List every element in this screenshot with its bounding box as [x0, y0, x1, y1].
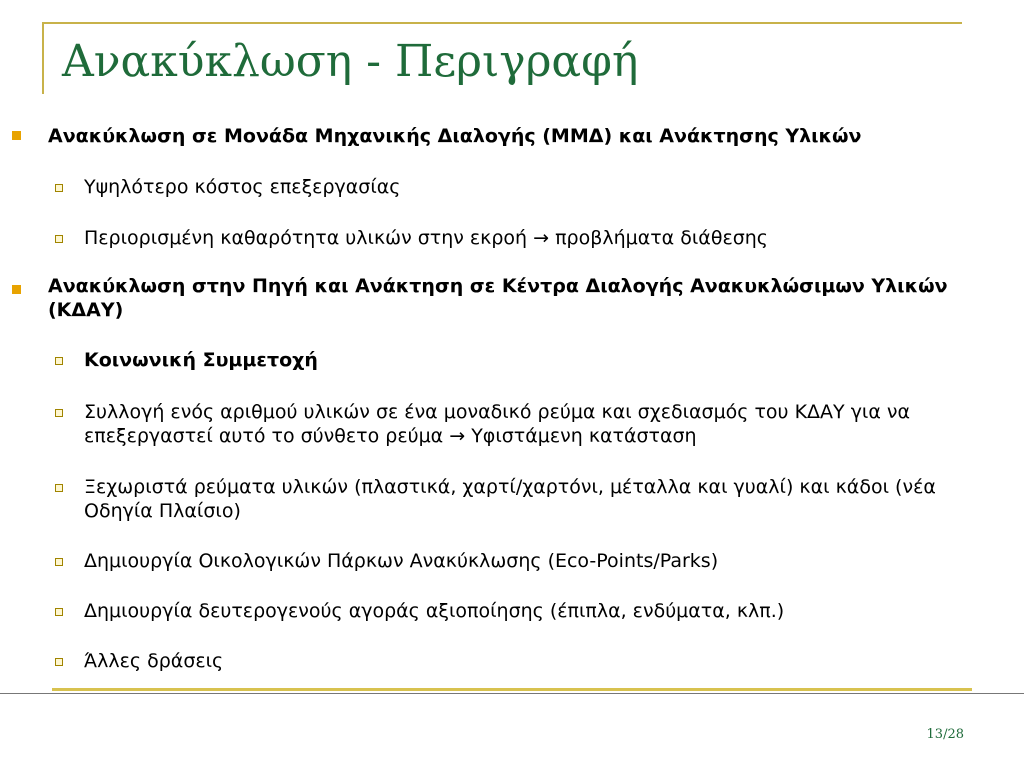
section-heading: Ανακύκλωση σε Μονάδα Μηχανικής Διαλογής (ΜΜΔ) και Ανάκτησης Υλικών — [48, 125, 862, 147]
bullet-hollow-square-icon — [55, 608, 63, 616]
list-item: Υψηλότερο κόστος επεξεργασίας — [84, 176, 401, 198]
list-item: Συλλογή ενός αριθμού υλικών σε ένα μοναδικό ρεύμα και σχεδιασμός του ΚΔΑΥ για να επεξεργαστεί αυτό το σύνθετο ρεύμα → Υφιστάμενη κατάσταση — [84, 401, 911, 447]
bullet-hollow-square-icon — [55, 357, 63, 365]
bullet-hollow-square-icon — [55, 184, 63, 192]
footer-divider — [0, 693, 1024, 694]
list-item: Δημιουργία δευτερογενούς αγοράς αξιοποίησης (έπιπλα, ενδύματα, κλπ.) — [84, 600, 785, 622]
frame-top-line — [42, 22, 962, 24]
list-item: Κοινωνική Συμμετοχή — [84, 349, 318, 371]
list-item: Περιορισμένη καθαρότητα υλικών στην εκροή → προβλήματα διάθεσης — [84, 227, 768, 249]
bullet-hollow-square-icon — [55, 558, 63, 566]
bullet-square-icon — [12, 285, 21, 294]
list-item: Ξεχωριστά ρεύματα υλικών (πλαστικά, χαρτί/χαρτόνι, μέταλλα και γυαλί) και κάδοι (νέα Οδηγία Πλαίσιο) — [84, 476, 936, 522]
frame-left-line — [42, 22, 44, 94]
bullet-hollow-square-icon — [55, 484, 63, 492]
bullet-square-icon — [12, 131, 21, 140]
bullet-hollow-square-icon — [55, 658, 63, 666]
section-heading: Ανακύκλωση στην Πηγή και Ανάκτηση σε Κέντρα Διαλογής Ανακυκλώσιμων Υλικών (ΚΔΑΥ) — [48, 275, 948, 321]
bullet-hollow-square-icon — [55, 409, 63, 417]
footer-gold-divider — [52, 688, 972, 691]
bullet-hollow-square-icon — [55, 235, 63, 243]
slide-title: Ανακύκλωση - Περιγραφή — [62, 36, 639, 87]
list-item: Άλλες δράσεις — [84, 650, 224, 672]
list-item: Δημιουργία Οικολογικών Πάρκων Ανακύκλωσης (Eco-Points/Parks) — [84, 550, 719, 572]
page-number: 13/28 — [926, 727, 964, 742]
